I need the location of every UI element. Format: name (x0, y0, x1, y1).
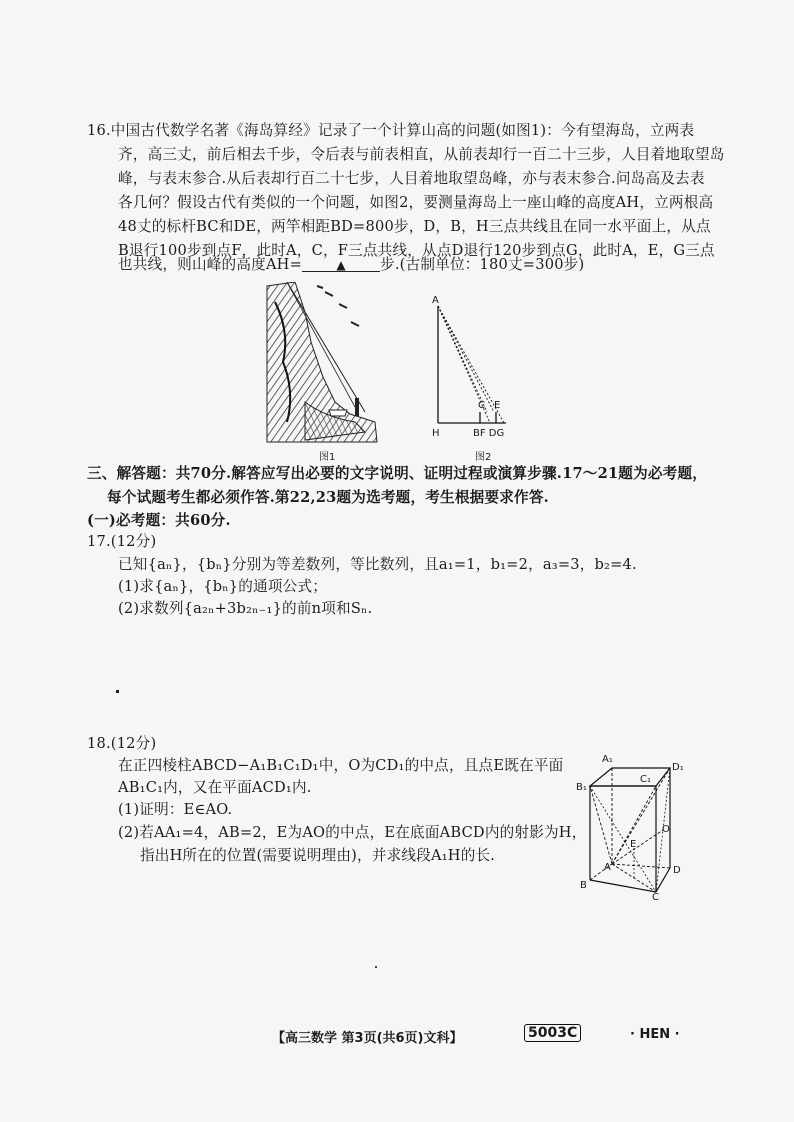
footer-code (524, 1025, 581, 1041)
blank-triangle-icon: ▲ (336, 258, 346, 272)
label-a: A (432, 295, 439, 306)
answer-blank[interactable] (302, 255, 380, 272)
q17-head: 17.(12分) (87, 533, 157, 550)
q16-line-last (118, 255, 584, 275)
q17-part-2: (2)求数列{a₂ₙ+3b₂ₙ₋₁}的前n项和Sₙ. (118, 600, 373, 617)
q16-line: B退行100步到点F，此时A，C，F三点共线，从点D退行120步到点G，此时A，E，G三点 (118, 242, 715, 259)
label-o: O (662, 824, 670, 835)
q16-line: 48丈的标杆BC和DE，两竿相距BD=800步，D，B，H三点共线且在同一水平面上，从点 (118, 218, 711, 235)
figure-2-diagram (426, 292, 526, 442)
q17-part-1: (1)求{aₙ}，{bₙ}的通项公式； (118, 578, 328, 595)
section-3-line: 三、解答题：共70分.解答应写出必要的文字说明、证明过程或演算步骤.17～21题为必考题， (87, 465, 708, 482)
footer-mark: · HEN · (630, 1027, 680, 1042)
speck (116, 690, 119, 693)
label-a1: A₁ (602, 754, 613, 765)
label-c: C (478, 400, 485, 411)
label-c1: C₁ (640, 774, 651, 785)
figure-1-image (265, 282, 380, 445)
q18-part-2-cont: 指出H所在的位置(需要说明理由)，并求线段A₁H的长. (140, 847, 496, 864)
label-d1: D₁ (672, 762, 684, 773)
q18-line: 在正四棱柱ABCD−A₁B₁C₁D₁中，O为CD₁的中点，且点E既在平面 (118, 757, 564, 774)
q16-line: 16.中国古代数学名著《海岛算经》记录了一个计算山高的问题(如图1)：今有望海岛，立两表 (87, 122, 695, 139)
label-c: C (652, 892, 659, 903)
q18-head: 18.(12分) (87, 735, 157, 752)
section-3-sub: (一)必考题：共60分. (87, 512, 231, 529)
q16-line: 峰，与表末参合.从后表却行百二十七步，人目着地取望岛峰，亦与表末参合.问岛高及去表 (118, 170, 705, 187)
label-b: B (580, 880, 587, 891)
exam-code: 5003C (524, 1024, 581, 1042)
label-bfdg: BF DG (473, 428, 505, 439)
label-e: E (494, 400, 501, 411)
q18-part-2: (2)若AA₁=4，AB=2，E为AO的中点，E在底面ABCD内的射影为H， (118, 824, 587, 841)
figure-1-caption: 图1 (319, 452, 336, 463)
q18-line: AB₁C₁内，又在平面ACD₁内. (118, 779, 312, 796)
q16-line: 各几何？假设古代有类似的一个问题，如图2，要测量海岛上一座山峰的高度AH，立两根高 (118, 194, 714, 211)
q16-last-post: 步.(古制单位：180丈=300步) (380, 256, 585, 273)
label-d: D (673, 865, 681, 876)
label-a: A (604, 862, 611, 873)
q16-line: 齐，高三丈，前后相去千步，令后表与前表相直，从前表却行一百二十三步，人目着地取望岛 (118, 146, 725, 163)
prism-figure (574, 752, 694, 902)
q16-last-pre: 也共线，则山峰的高度AH= (118, 256, 303, 273)
q17-given: 已知{aₙ}，{bₙ}分别为等差数列，等比数列，且a₁=1，b₁=2，a₃=3，b₂=4. (118, 556, 637, 573)
label-b1: B₁ (576, 782, 587, 793)
section-3-line: 每个试题考生都必须作答.第22,23题为选考题，考生根据要求作答. (107, 489, 549, 506)
speck (375, 966, 377, 968)
footer-page-info: 【高三数学 第3页(共6页)文科】 (272, 1031, 463, 1046)
figure-2-caption: 图2 (475, 452, 492, 463)
sea-island-sketch-icon (265, 282, 380, 445)
label-h: H (432, 428, 440, 439)
label-e: E (630, 839, 637, 850)
q18-part-1: (1)证明：E∈AO. (118, 801, 233, 818)
